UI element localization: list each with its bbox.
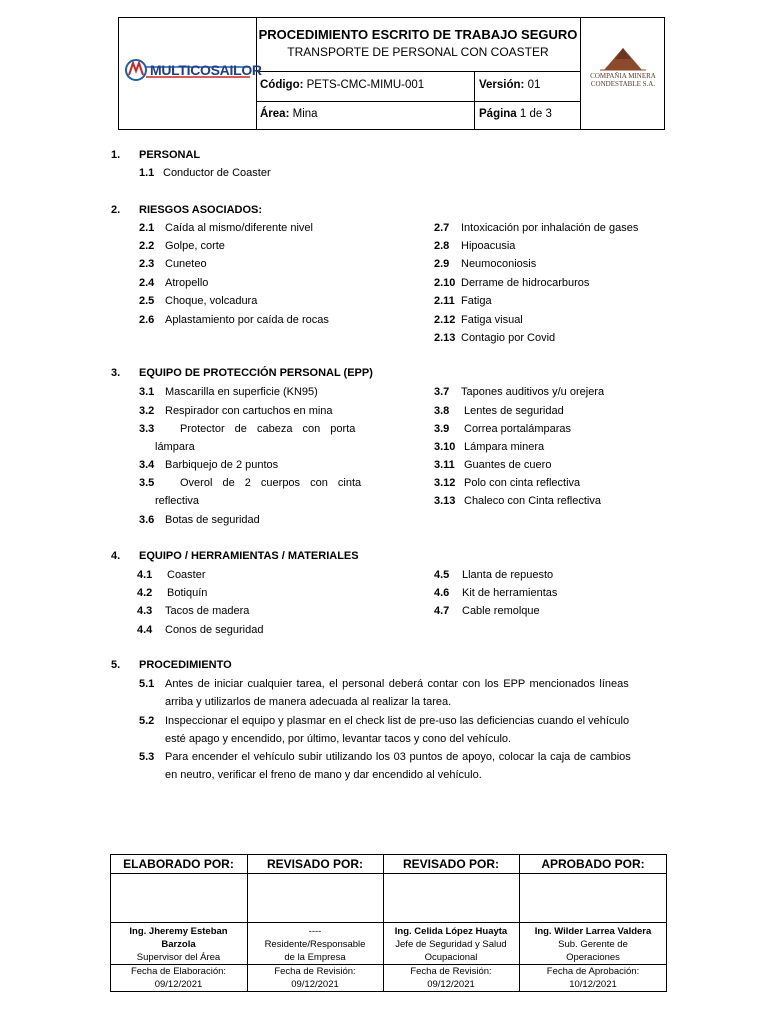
item-number: 2.11 — [434, 295, 455, 307]
section-title: EQUIPO / HERRAMIENTAS / MATERIALES — [139, 550, 359, 562]
item-number: 2.7 — [434, 222, 450, 234]
item-number: 4.4 — [137, 624, 153, 636]
mountain-icon — [582, 46, 664, 72]
item-text: Fatiga visual — [461, 314, 523, 326]
item-text: Choque, volcadura — [165, 295, 258, 307]
item-text: Derrame de hidrocarburos — [461, 277, 590, 289]
section-title: EQUIPO DE PROTECCIÓN PERSONAL (EPP) — [139, 367, 373, 379]
compania-minera-logo — [582, 46, 664, 96]
section-title: PERSONAL — [139, 149, 201, 161]
item-text: Overol de 2 cuerpos con cinta — [180, 477, 362, 489]
item-text-continued: arriba y utilizarlos de manera adecuada al realizar la tarea. — [165, 696, 452, 708]
item-text: Cuneteo — [165, 258, 207, 270]
item-text: Fatiga — [461, 295, 492, 307]
item-number: 4.6 — [434, 587, 450, 599]
revisado-date-2: Fecha de Revisión: 09/12/2021 — [410, 966, 492, 990]
item-text: Barbiquejo de 2 puntos — [165, 459, 279, 471]
item-text: Kit de herramientas — [462, 587, 558, 599]
item-text: Caída al mismo/diferente nivel — [165, 222, 313, 234]
section-number: 2. — [111, 204, 121, 216]
item-text: Cable remolque — [462, 605, 540, 617]
item-number: 2.12 — [434, 314, 456, 326]
item-text: Botiquín — [167, 587, 208, 599]
page-cell — [479, 108, 552, 120]
item-text: Coaster — [167, 569, 206, 581]
aprobado-header: APROBADO POR: — [541, 857, 645, 871]
item-number: 4.1 — [137, 569, 153, 581]
item-number: 4.5 — [434, 569, 450, 581]
section-number: 3. — [111, 367, 121, 379]
aprobado-person: Ing. Wilder Larrea Valdera Sub. Gerente de Operaciones — [534, 926, 652, 963]
item-number: 2.9 — [434, 258, 450, 270]
revisado-person: ---- Residente/Responsable de la Empresa — [264, 926, 366, 963]
item-text: Conductor de Coaster — [163, 167, 271, 179]
item-number: 3.6 — [139, 514, 155, 526]
item-number: 5.3 — [139, 751, 155, 763]
item-number: 2.8 — [434, 240, 450, 252]
aprobado-date: Fecha de Aprobación: 10/12/2021 — [546, 966, 640, 990]
item-number: 4.2 — [137, 587, 153, 599]
item-text: Polo con cinta reflectiva — [464, 477, 581, 489]
item-number: 3.13 — [434, 495, 456, 507]
page-label: Página — [479, 108, 517, 120]
item-text: Lámpara minera — [464, 441, 545, 453]
elaborado-header: ELABORADO POR: — [123, 857, 234, 871]
area-value: Mina — [292, 108, 318, 120]
version-label: Versión: — [479, 79, 525, 91]
item-number: 3.8 — [434, 405, 450, 417]
item-number: 5.2 — [139, 715, 155, 727]
item-text: Conos de seguridad — [165, 624, 264, 636]
item-number: 3.4 — [139, 459, 155, 471]
item-number: 2.4 — [139, 277, 155, 289]
version-value: 01 — [527, 79, 541, 91]
revisado-header-2: REVISADO POR: — [402, 857, 499, 871]
item-number: 3.1 — [139, 386, 155, 398]
item-text: Antes de iniciar cualquier tarea, el personal deberá contar con los EPP mencionados líneas — [165, 678, 629, 690]
item-text: Tacos de madera — [165, 605, 250, 617]
revisado-date: Fecha de Revisión: 09/12/2021 — [274, 966, 356, 990]
item-number: 1.1 — [139, 167, 155, 179]
area-label: Área: — [260, 108, 290, 120]
item-number: 3.2 — [139, 405, 155, 417]
section-number: 5. — [111, 659, 121, 671]
multicosailor-logo-text: MULTICOSAILOR — [150, 62, 262, 78]
item-number: 2.6 — [139, 314, 155, 326]
item-text-continued: lámpara — [155, 441, 195, 453]
item-number: 4.7 — [434, 605, 450, 617]
item-text: Mascarilla en superficie (KN95) — [165, 386, 318, 398]
section-number: 4. — [111, 550, 121, 562]
item-number: 2.1 — [139, 222, 155, 234]
item-text: Golpe, corte — [165, 240, 225, 252]
multicosailor-logo — [124, 55, 262, 85]
elaborado-date: Fecha de Elaboración: 09/12/2021 — [130, 966, 227, 990]
code-label: Código: — [260, 79, 304, 91]
item-number: 3.9 — [434, 423, 450, 435]
item-text: Para encender el vehículo subir utilizando los 03 puntos de apoyo, colocar la caja de cambios — [165, 751, 631, 763]
page-value: 1 de 3 — [519, 108, 552, 120]
item-number: 3.5 — [139, 477, 155, 489]
item-number: 5.1 — [139, 678, 155, 690]
item-number: 3.7 — [434, 386, 450, 398]
section-number: 1. — [111, 149, 121, 161]
item-number: 4.3 — [137, 605, 153, 617]
item-text: Aplastamiento por caída de rocas — [165, 314, 329, 326]
item-text-continued: reflectiva — [155, 495, 200, 507]
document-title: PROCEDIMIENTO ESCRITO DE TRABAJO SEGURO — [258, 27, 578, 42]
code-value: PETS-CMC-MIMU-001 — [306, 79, 425, 91]
revisado-person-2: Ing. Celida López Huayta Jefe de Seguridad y Salud Ocupacional — [394, 926, 508, 963]
item-text: Contagio por Covid — [461, 332, 556, 344]
item-text: Inspeccionar el equipo y plasmar en el check list de pre-uso las deficiencias cuando el vehículo — [165, 715, 630, 727]
code-cell — [260, 79, 424, 91]
item-number: 3.10 — [434, 441, 456, 453]
document-subtitle: TRANSPORTE DE PERSONAL CON COASTER — [287, 45, 549, 59]
item-text: Intoxicación por inhalación de gases — [461, 222, 639, 234]
item-number: 2.2 — [139, 240, 155, 252]
area-cell — [260, 108, 318, 120]
item-text: Protector de cabeza con porta — [180, 423, 356, 435]
version-cell — [479, 79, 540, 91]
item-number: 2.10 — [434, 277, 456, 289]
item-number: 2.13 — [434, 332, 456, 344]
item-text: Atropello — [165, 277, 209, 289]
elaborado-person: Ing. Jheremy Esteban Barzola Supervisor del Área — [129, 926, 228, 963]
section-title: PROCEDIMIENTO — [139, 659, 232, 671]
item-text-continued: esté apago y encendido, por último, levantar tacos y cono del vehículo. — [165, 733, 512, 745]
item-number: 3.3 — [139, 423, 155, 435]
item-text: Tapones auditivos y/u orejera — [461, 386, 605, 398]
compania-minera-logo-text: COMPAÑIA MINERA CONDESTABLE S.A. — [590, 72, 656, 88]
item-text: Hipoacusia — [461, 240, 516, 252]
item-number: 3.11 — [434, 459, 455, 471]
section-title: RIESGOS ASOCIADOS: — [139, 204, 263, 216]
item-text: Respirador con cartuchos en mina — [165, 405, 333, 417]
item-number: 3.12 — [434, 477, 456, 489]
item-text: Botas de seguridad — [165, 514, 260, 526]
item-text: Chaleco con Cinta reflectiva — [464, 495, 601, 507]
item-number: 2.3 — [139, 258, 155, 270]
item-text: Neumoconiosis — [461, 258, 537, 270]
item-text: Llanta de repuesto — [462, 569, 554, 581]
revisado-header: REVISADO POR: — [266, 857, 363, 871]
item-number: 2.5 — [139, 295, 155, 307]
item-text: Lentes de seguridad — [464, 405, 564, 417]
item-text-continued: en neutro, verificar el freno de mano y dar encendido al vehículo. — [165, 769, 482, 781]
item-text: Correa portalámparas — [464, 423, 571, 435]
item-text: Guantes de cuero — [464, 459, 552, 471]
